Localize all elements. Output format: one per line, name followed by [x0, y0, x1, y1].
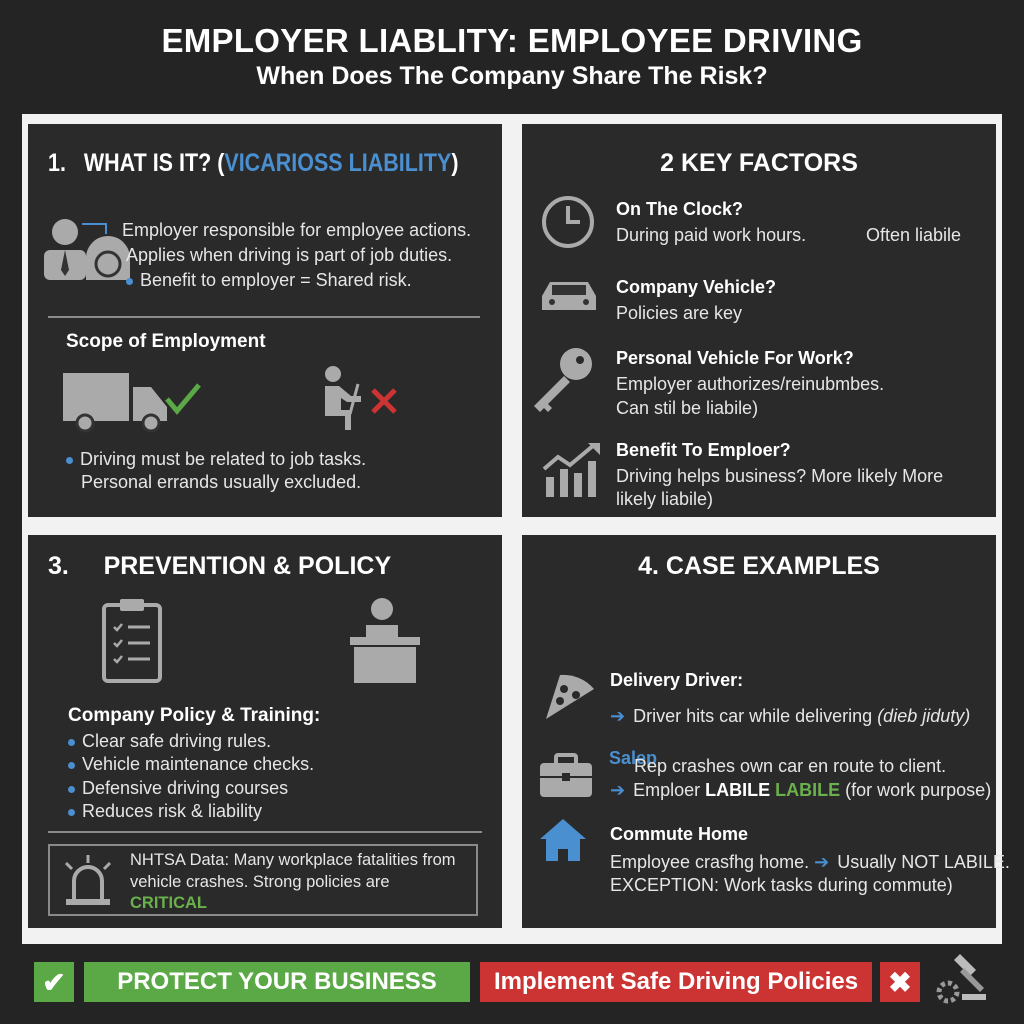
factor-desc: Policies are key [616, 303, 743, 323]
panel-case-examples [522, 535, 1010, 928]
nhtsa-note: NHTSA Data: Many workplace fatalities from [130, 851, 456, 869]
clipboard-icon [100, 597, 164, 683]
page-subtitle: When Does The Company Share The Risk? [256, 62, 768, 90]
growth-chart-icon [542, 439, 606, 499]
scope-heading: Scope of Employment [66, 331, 266, 352]
factor-desc: Employer authorizes/reinubmbes. [616, 374, 885, 394]
key-icon [528, 344, 598, 414]
case-desc: EXCEPTION: Work tasks during commute) [610, 875, 953, 895]
factor-desc: likely liabile) [616, 489, 714, 509]
case-desc: Rep crashes own car en route to client. [634, 756, 947, 776]
section-title: 3. PREVENTION & POLICY [48, 552, 392, 580]
car-icon [538, 276, 600, 316]
case-desc: Employee crasfhg home. ➔ Usually NOT LABILE. [610, 852, 1010, 872]
factor-heading: Benefit To Emploer? [616, 440, 791, 460]
policy-heading: Company Policy & Training: [68, 705, 321, 726]
factor-heading: Company Vehicle? [616, 277, 777, 297]
page-title: EMPLOYER LIABLITY: EMPLOYEE DRIVING [161, 22, 863, 59]
nhtsa-critical: CRITICAL [130, 894, 207, 912]
definition-line: Applies when driving is part of job duties. [126, 245, 453, 265]
divider [48, 316, 480, 318]
scope-bullet-cont: Personal errands usually excluded. [81, 472, 362, 492]
factor-desc: During paid work hours. [616, 225, 807, 245]
factor-desc: Driving helps business? More likely More [616, 466, 944, 486]
policy-item: Defensive driving courses [68, 776, 288, 801]
section-title: 1. WHAT IS IT? (VICARIOSS LIABILITY) [48, 149, 459, 177]
briefcase-icon [538, 753, 594, 799]
case-heading: Commute Home [610, 824, 749, 844]
definition-line: Benefit to employer = Shared risk. [126, 268, 412, 293]
factor-heading: Personal Vehicle For Work? [616, 348, 854, 368]
x-icon: ✖ [880, 962, 920, 1002]
scope-bullet: Driving must be related to job tasks. [66, 447, 366, 472]
policy-item: Vehicle maintenance checks. [68, 752, 314, 777]
panel-what-is-it [28, 124, 502, 517]
clock-icon [540, 194, 596, 250]
truck-check-icon [63, 369, 203, 434]
case-heading: Delivery Driver: [610, 670, 744, 690]
nhtsa-note: vehicle crashes. Strong policies are [130, 873, 390, 891]
factor-note: Often liabile [866, 225, 962, 245]
case-desc: ➔ Emploer LABILE LABILE (for work purpose) [610, 780, 992, 800]
section-title: 4. CASE EXAMPLES [638, 552, 880, 580]
policy-item: Clear safe driving rules. [68, 729, 271, 754]
check-icon: ✔ [34, 962, 74, 1002]
personal-driving-x-icon [313, 364, 408, 434]
divider [48, 831, 482, 833]
factor-desc: Can stil be liabile) [616, 398, 759, 418]
definition-line: Employer responsible for employee actions. [122, 220, 472, 240]
factor-heading: On The Clock? [616, 199, 744, 219]
pizza-icon [538, 663, 598, 723]
protect-banner: PROTECT YOUR BUSINESS [84, 962, 470, 1002]
section-title: 2 KEY FACTORS [660, 149, 858, 177]
panel-prevention [28, 535, 502, 928]
desk-worker-icon [346, 595, 426, 687]
case-desc: ➔ Driver hits car while delivering (dieb jiduty) [610, 706, 971, 726]
panel-key-factors [522, 124, 996, 517]
policies-banner: Implement Safe Driving Policies [480, 962, 872, 1002]
case-heading: Salep [609, 748, 658, 768]
house-icon [538, 817, 588, 863]
alert-siren-icon [58, 853, 118, 909]
policy-item: Reduces risk & liability [68, 799, 262, 824]
gavel-gear-icon [934, 946, 990, 1006]
employer-driver-icon [40, 214, 130, 284]
